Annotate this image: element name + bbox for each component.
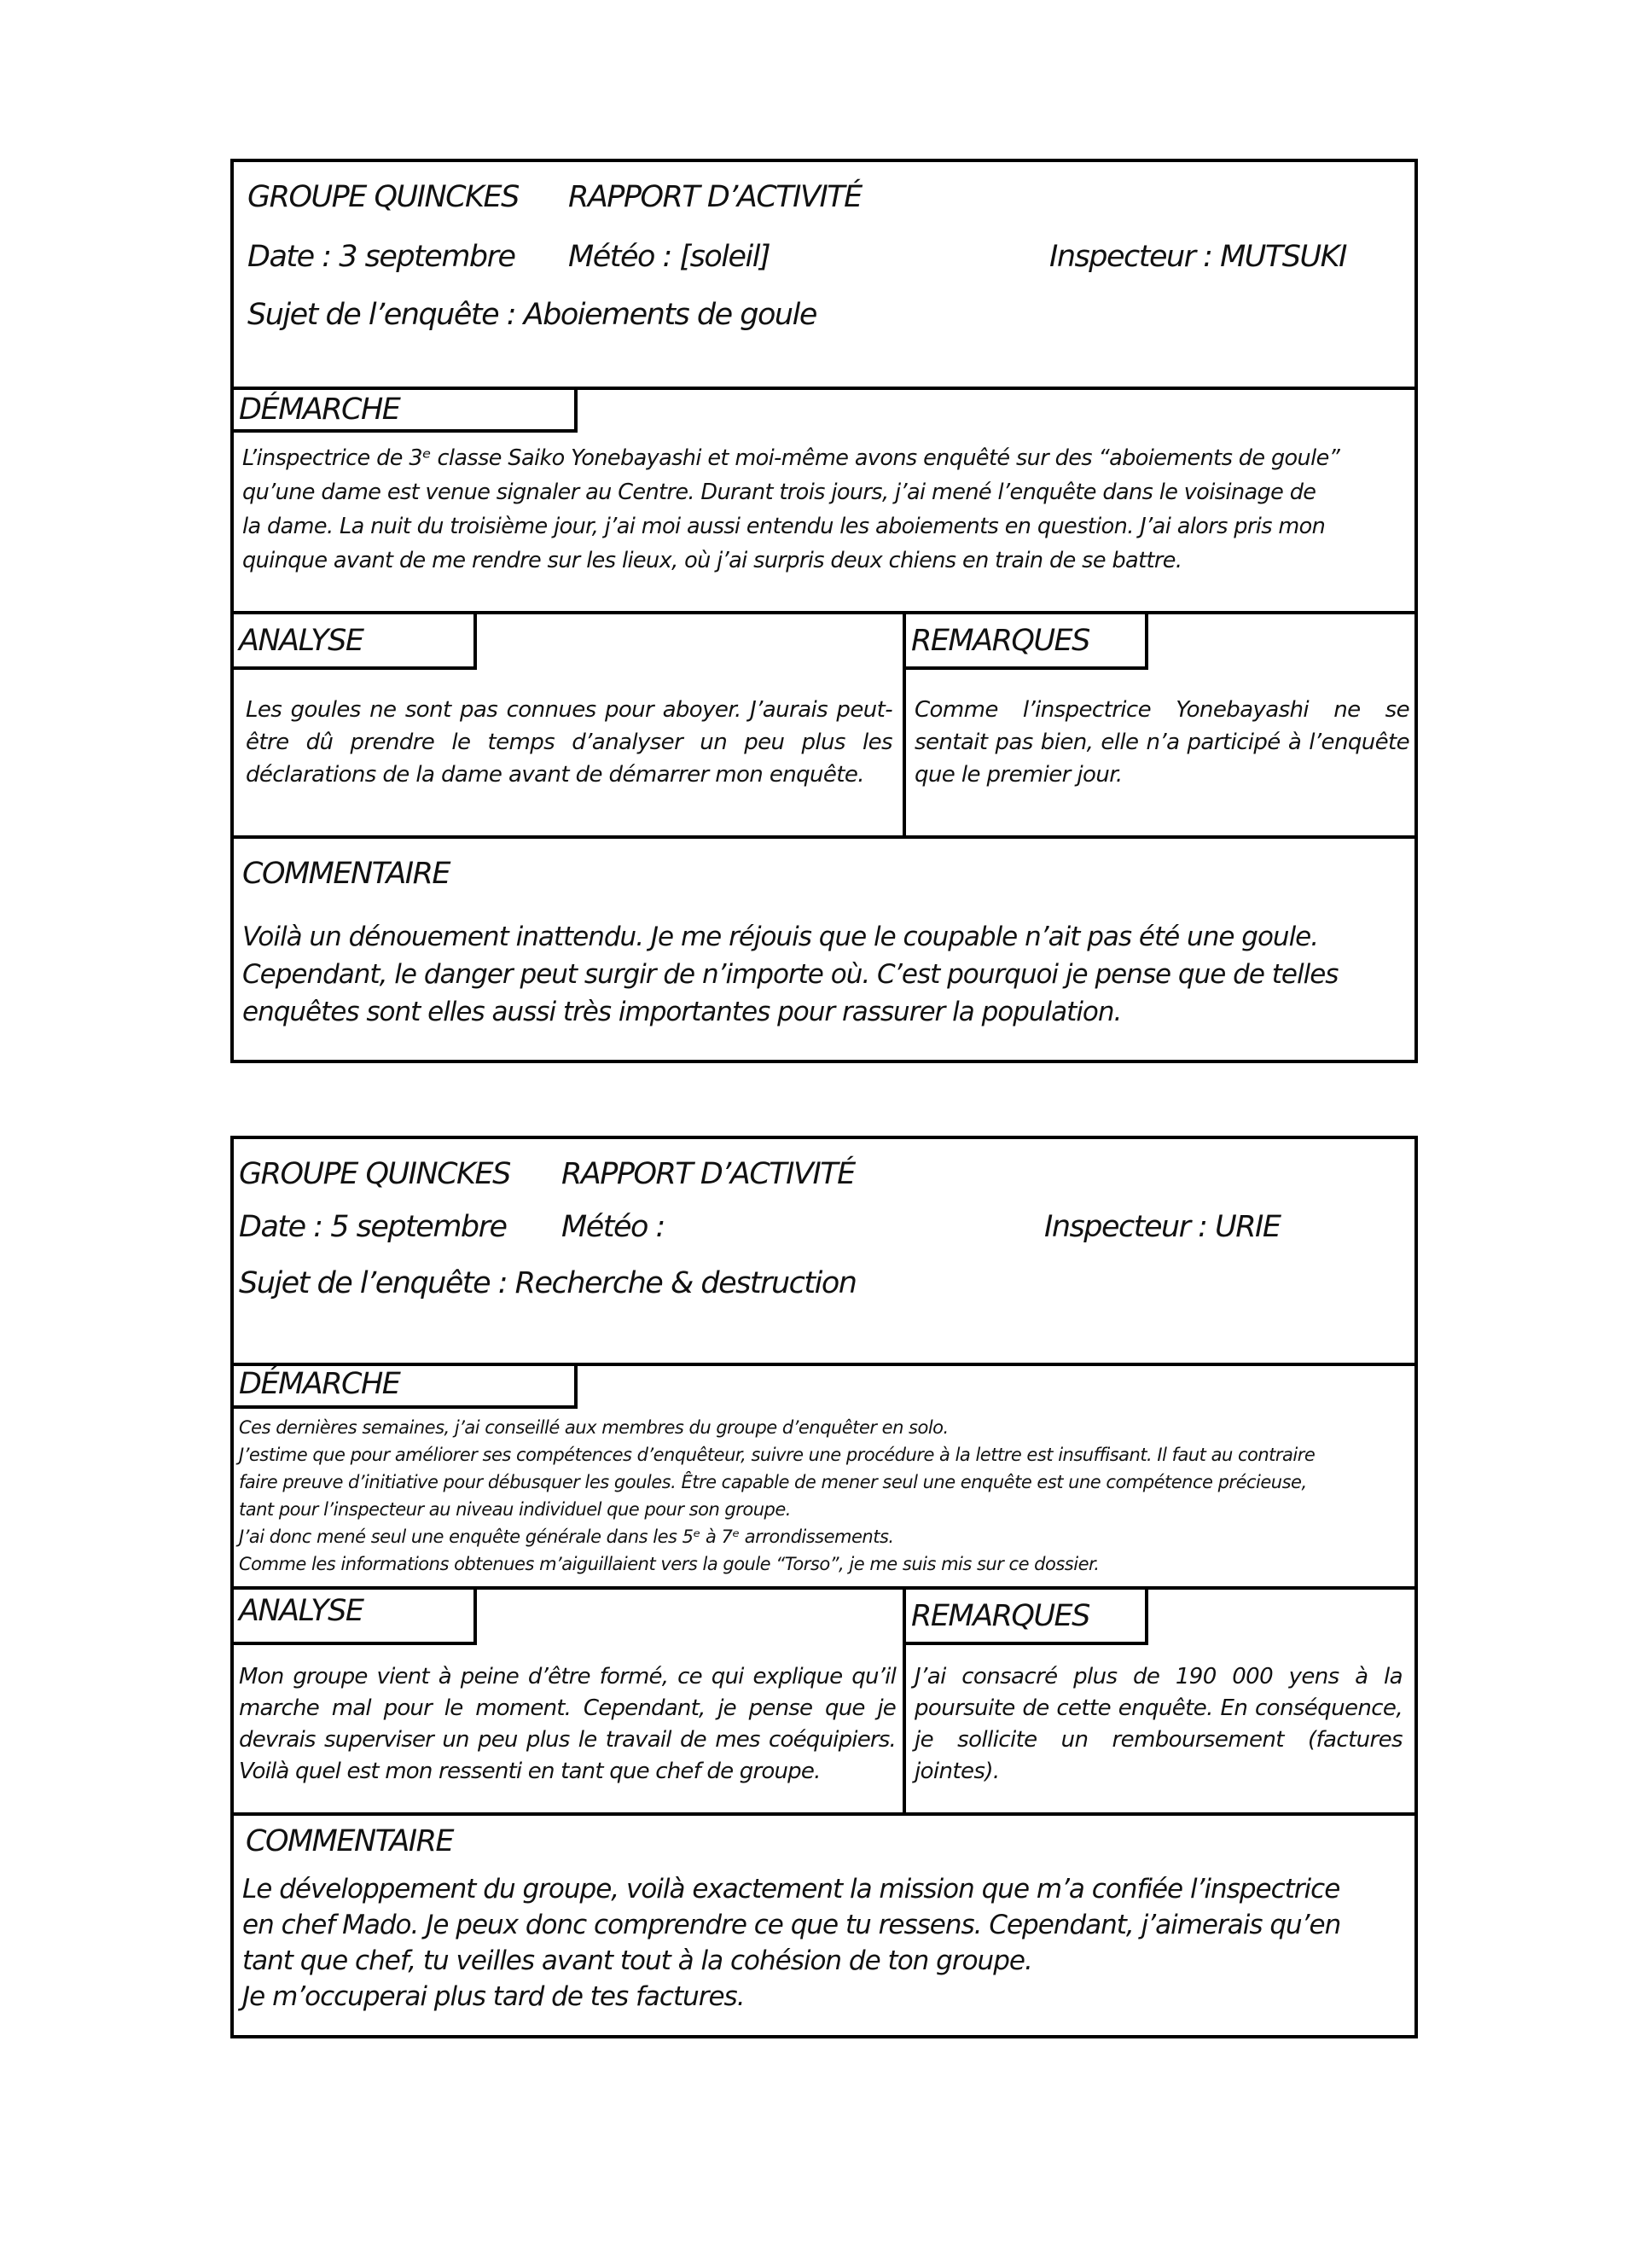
demarche-label: DÉMARCHE	[234, 1366, 578, 1409]
activity-report-1	[230, 159, 1418, 1063]
commentaire-line: tant que chef, tu veilles avant tout à la cohésion de ton groupe.	[242, 1945, 1032, 1976]
demarche-line: J’estime que pour améliorer ses compétences d’enquêteur, suivre une procédure à la lettre est insuffisant. Il faut au contraire	[239, 1445, 1316, 1465]
demarche-line: Ces dernières semaines, j’ai conseillé aux membres du groupe d’enquêter en solo.	[239, 1417, 949, 1438]
demarche-line: quinque avant de me rendre sur les lieux, où j’ai surpris deux chiens en train de se battre.	[242, 548, 1182, 573]
activity-report-2	[230, 1136, 1418, 2038]
remarques-text: J’ai consacré plus de 190 000 yens à la poursuite de cette enquête. En conséquence, je sollicite un remboursement (factures jointes).	[915, 1664, 1403, 1784]
demarche-line: tant pour l’inspecteur au niveau individuel que pour son groupe.	[239, 1499, 791, 1520]
demarche-line: J’ai donc mené seul une enquête générale dans les 5ᵉ à 7ᵉ arrondissements.	[239, 1527, 894, 1547]
analyse-label: ANALYSE	[234, 1590, 477, 1645]
demarche-line: L’inspectrice de 3ᵉ classe Saiko Yonebayashi et moi-même avons enquêté sur des “aboiements de goule”	[242, 445, 1340, 471]
commentaire-line: Le développement du groupe, voilà exactement la mission que m’a confiée l’inspectrice	[242, 1874, 1340, 1905]
group-name: GROUPE QUINCKES	[239, 1157, 510, 1191]
commentaire-label: COMMENTAIRE	[242, 857, 450, 891]
demarche-text	[239, 1414, 1408, 1578]
analyse-label: ANALYSE	[234, 614, 477, 670]
report-subject: Sujet de l’enquête : Aboiements de goule	[247, 298, 816, 332]
report-title: RAPPORT D’ACTIVITÉ	[568, 180, 862, 214]
commentaire-text	[242, 918, 1403, 1031]
divider	[234, 1812, 1414, 1816]
commentaire-line: Cependant, le danger peut surgir de n’importe où. C’est pourquoi je pense que de telles	[242, 959, 1339, 990]
remarques-label: REMARQUES	[906, 1590, 1148, 1645]
demarche-line: qu’une dame est venue signaler au Centre. Durant trois jours, j’ai mené l’enquête dans le voisinage de	[242, 480, 1316, 505]
demarche-line: la dame. La nuit du troisième jour, j’ai moi aussi entendu les aboiements en question. J’ai alors pris mon	[242, 514, 1326, 539]
commentaire-text	[242, 1871, 1411, 2015]
report-date: Date : 3 septembre	[247, 240, 515, 274]
report-inspector: Inspecteur : MUTSUKI	[1049, 240, 1346, 274]
commentaire-line: Je m’occuperai plus tard de tes factures.	[242, 1981, 745, 2012]
group-name: GROUPE QUINCKES	[247, 180, 519, 214]
report-weather: Météo : [soleil]	[568, 240, 770, 274]
commentaire-line: Voilà un dénouement inattendu. Je me réjouis que le coupable n’ait pas été une goule.	[242, 922, 1319, 952]
remarques-text: Comme l’inspectrice Yonebayashi ne se sentait pas bien, elle n’a participé à l’enquête que le premier jour.	[915, 697, 1409, 788]
demarche-line: Comme les informations obtenues m’aiguillaient vers la goule “Torso”, je me suis mis sur ce dossier.	[239, 1554, 1100, 1574]
demarche-label: DÉMARCHE	[234, 390, 578, 433]
analyse-text: Les goules ne sont pas connues pour aboyer. J’aurais peut-être dû prendre le temps d’analyser un peu plus les déclarations de la dame avant de démarrer mon enquête.	[246, 697, 892, 788]
remarques-label: REMARQUES	[906, 614, 1148, 670]
report-subject: Sujet de l’enquête : Recherche & destruction	[239, 1266, 857, 1300]
report-date: Date : 5 septembre	[239, 1210, 507, 1244]
demarche-text	[242, 441, 1403, 578]
commentaire-label: COMMENTAIRE	[246, 1824, 454, 1858]
analyse-text: Mon groupe vient à peine d’être formé, ce qui explique qu’il marche mal pour le moment. Cependant, je pense que je devrais superviser un peu plus le travail de mes coéquipiers. Voilà quel est mon ressenti en tant que chef de groupe.	[239, 1664, 896, 1784]
report-inspector: Inspecteur : URIE	[1044, 1210, 1281, 1244]
demarche-line: faire preuve d’initiative pour débusquer les goules. Être capable de mener seul une enquête est une compétence précieuse,	[239, 1472, 1307, 1492]
report-weather: Météo :	[561, 1210, 665, 1244]
divider	[234, 835, 1414, 839]
report-title: RAPPORT D’ACTIVITÉ	[561, 1157, 855, 1191]
commentaire-line: en chef Mado. Je peux donc comprendre ce que tu ressens. Cependant, j’aimerais qu’en	[242, 1910, 1341, 1940]
commentaire-line: enquêtes sont elles aussi très importantes pour rassurer la population.	[242, 997, 1122, 1027]
